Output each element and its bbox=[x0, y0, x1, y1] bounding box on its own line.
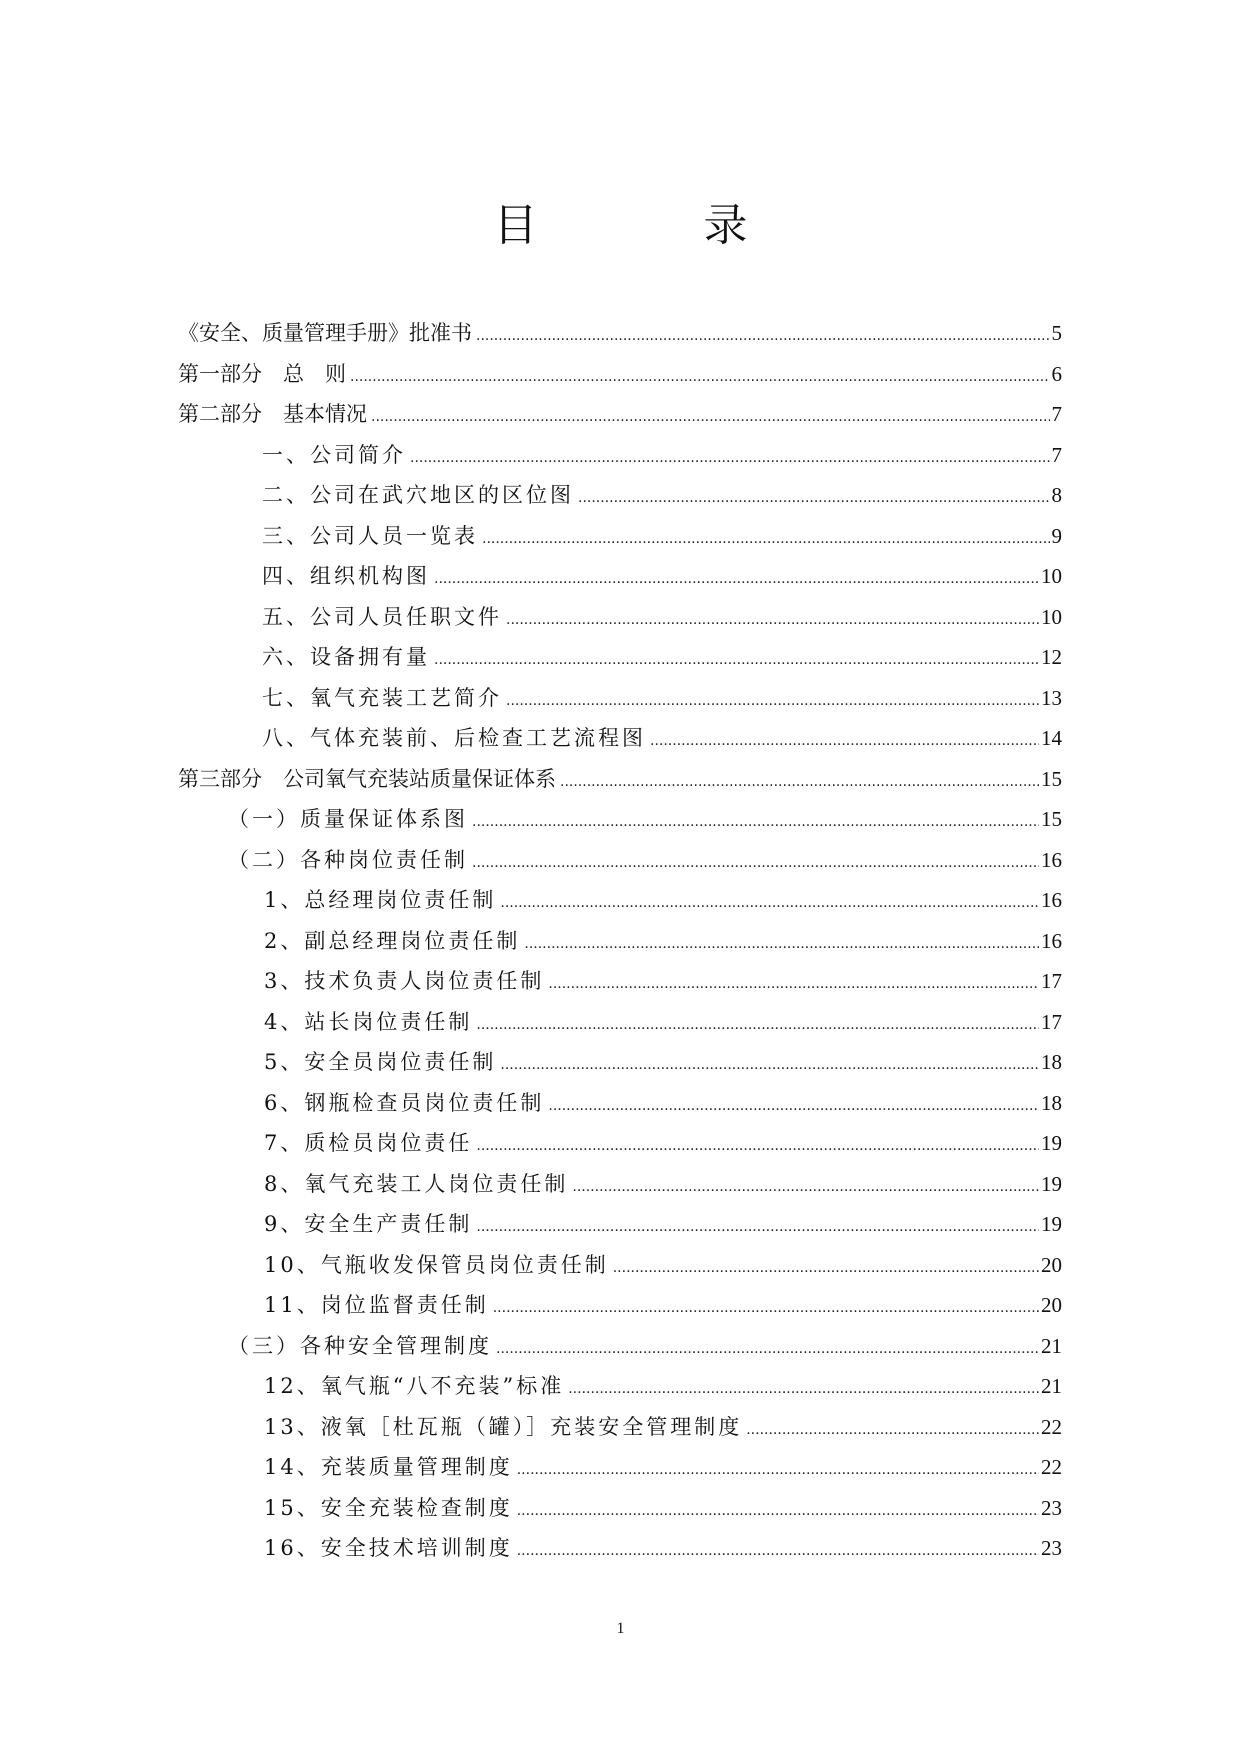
toc-entry[interactable] bbox=[178, 394, 1062, 435]
toc-entry-title: 一、公司简介 bbox=[262, 442, 406, 467]
dot-leader bbox=[548, 964, 1039, 1005]
toc-entry[interactable] bbox=[178, 1083, 1062, 1124]
toc-entry-title: 第一部分 总 则 bbox=[178, 361, 346, 386]
toc-entry-page: 19 bbox=[1041, 1171, 1062, 1196]
toc-entry-page: 16 bbox=[1041, 888, 1062, 912]
toc-entry[interactable] bbox=[178, 354, 1062, 395]
toc-entry-title: 7、质检员岗位责任 bbox=[264, 1131, 473, 1155]
toc-entry-title: 六、设备拥有量 bbox=[262, 645, 430, 669]
toc-entry-page: 19 bbox=[1041, 1131, 1062, 1155]
toc-entry-page: 6 bbox=[1051, 361, 1062, 386]
dot-leader bbox=[476, 1005, 1039, 1046]
toc-entry[interactable] bbox=[178, 678, 1062, 719]
dot-leader bbox=[650, 721, 1039, 762]
toc-entry-page: 19 bbox=[1041, 1212, 1062, 1236]
toc-entry-page: 12 bbox=[1041, 645, 1062, 669]
toc-entry[interactable] bbox=[178, 759, 1062, 800]
dot-leader bbox=[500, 883, 1039, 924]
toc-entry-page: 9 bbox=[1051, 523, 1062, 548]
toc-entry[interactable] bbox=[178, 1407, 1062, 1448]
dot-leader bbox=[506, 600, 1039, 641]
dot-leader bbox=[506, 681, 1039, 722]
toc-entry-page: 20 bbox=[1041, 1293, 1062, 1317]
toc-entry[interactable] bbox=[178, 1204, 1062, 1245]
toc-entry-page: 14 bbox=[1041, 726, 1062, 750]
dot-leader bbox=[350, 357, 1050, 398]
toc-entry[interactable] bbox=[178, 313, 1062, 354]
toc-entry-page: 17 bbox=[1041, 1009, 1062, 1034]
toc-entry[interactable] bbox=[178, 1488, 1062, 1529]
dot-leader bbox=[434, 640, 1039, 681]
toc-entry[interactable] bbox=[178, 1164, 1062, 1205]
toc-entry-page: 23 bbox=[1041, 1536, 1062, 1560]
toc-entry[interactable] bbox=[178, 880, 1062, 921]
toc-entry[interactable] bbox=[178, 1366, 1062, 1407]
toc-entry[interactable] bbox=[178, 1042, 1062, 1083]
dot-leader bbox=[476, 316, 1050, 357]
toc-entry-title: 8、氧气充装工人岗位责任制 bbox=[264, 1171, 569, 1196]
toc-entry[interactable] bbox=[178, 961, 1062, 1002]
toc-entry-title: 第三部分 公司氧气充装站质量保证体系 bbox=[178, 766, 556, 791]
toc-entry-page: 15 bbox=[1041, 807, 1062, 831]
dot-leader bbox=[476, 1207, 1039, 1248]
toc-entry[interactable] bbox=[178, 597, 1062, 638]
toc-entry[interactable] bbox=[178, 1326, 1062, 1367]
toc-entry[interactable] bbox=[178, 1528, 1062, 1569]
toc-entry[interactable] bbox=[178, 1002, 1062, 1043]
page-number: 1 bbox=[616, 1620, 625, 1637]
toc-entry[interactable] bbox=[178, 840, 1062, 881]
toc-entry-page: 20 bbox=[1041, 1252, 1062, 1277]
toc-entry-title: 11、岗位监督责任制 bbox=[264, 1293, 489, 1317]
toc-entry-title: 3、技术负责人岗位责任制 bbox=[264, 969, 545, 993]
toc-entry[interactable] bbox=[178, 1245, 1062, 1286]
dot-leader bbox=[410, 438, 1050, 479]
toc-entry-page: 10 bbox=[1041, 604, 1062, 629]
toc-entry-page: 21 bbox=[1041, 1374, 1062, 1398]
toc-entry[interactable] bbox=[178, 1447, 1062, 1488]
toc-entry-title: 1、总经理岗位责任制 bbox=[264, 888, 497, 912]
toc-entry-page: 18 bbox=[1041, 1050, 1062, 1074]
toc-entry-title: （一）质量保证体系图 bbox=[228, 807, 468, 831]
dot-leader bbox=[572, 1167, 1039, 1208]
dot-leader bbox=[746, 1410, 1039, 1451]
toc-entry-title: 15、安全充装检查制度 bbox=[264, 1495, 513, 1520]
toc-entry-page: 16 bbox=[1041, 928, 1062, 953]
toc-entry-page: 16 bbox=[1041, 847, 1062, 872]
dot-leader bbox=[560, 762, 1039, 803]
toc-entry-title: 13、液氧［杜瓦瓶（罐）］充装安全管理制度 bbox=[264, 1414, 743, 1439]
toc-entry-page: 10 bbox=[1041, 564, 1062, 588]
dot-leader bbox=[496, 1329, 1039, 1370]
toc-entry-title: 5、安全员岗位责任制 bbox=[264, 1050, 497, 1074]
dot-leader bbox=[517, 1491, 1039, 1532]
toc-entry[interactable] bbox=[178, 556, 1062, 597]
toc-entry-title: 五、公司人员任职文件 bbox=[262, 604, 502, 629]
dot-leader bbox=[548, 1086, 1039, 1127]
toc-entry[interactable] bbox=[178, 799, 1062, 840]
toc-entry-title: 四、组织机构图 bbox=[262, 564, 430, 588]
dot-leader bbox=[500, 1045, 1039, 1086]
dot-leader bbox=[613, 1248, 1039, 1289]
toc-entry-title: 第二部分 基本情况 bbox=[178, 402, 367, 426]
toc-entry-title: 《安全、质量管理手册》批准书 bbox=[178, 321, 472, 345]
dot-leader bbox=[524, 924, 1039, 965]
dot-leader bbox=[517, 1450, 1039, 1491]
toc-entry-title: 9、安全生产责任制 bbox=[264, 1212, 473, 1236]
dot-leader bbox=[434, 559, 1039, 600]
toc-entry-page: 8 bbox=[1051, 483, 1062, 507]
toc-entry-title: （三）各种安全管理制度 bbox=[228, 1333, 492, 1358]
toc-entry-title: 4、站长岗位责任制 bbox=[264, 1009, 473, 1034]
toc-entry-title: 12、氧气瓶“八不充装”标准 bbox=[264, 1374, 565, 1398]
toc-entry-page: 17 bbox=[1041, 969, 1062, 993]
toc-entry-title: 七、氧气充装工艺简介 bbox=[262, 685, 502, 710]
toc-entry-page: 22 bbox=[1041, 1414, 1062, 1439]
toc-entry[interactable] bbox=[178, 718, 1062, 759]
dot-leader bbox=[472, 843, 1039, 884]
toc-entry[interactable] bbox=[178, 475, 1062, 516]
toc-entry-title: 三、公司人员一览表 bbox=[262, 523, 478, 548]
toc-entry-page: 15 bbox=[1041, 766, 1062, 791]
toc-entry-title: 16、安全技术培训制度 bbox=[264, 1536, 513, 1560]
toc-entry[interactable] bbox=[178, 516, 1062, 557]
toc-entry-title: （二）各种岗位责任制 bbox=[228, 847, 468, 872]
dot-leader bbox=[517, 1531, 1039, 1572]
toc-entry[interactable] bbox=[178, 637, 1062, 678]
dot-leader bbox=[493, 1288, 1039, 1329]
dot-leader bbox=[476, 1126, 1039, 1167]
toc-entry[interactable] bbox=[178, 435, 1062, 476]
toc-entry-page: 22 bbox=[1041, 1455, 1062, 1479]
dot-leader bbox=[472, 802, 1039, 843]
dot-leader bbox=[482, 519, 1050, 560]
toc-entry-title: 14、充装质量管理制度 bbox=[264, 1455, 513, 1479]
toc-entry-title: 10、气瓶收发保管员岗位责任制 bbox=[264, 1252, 609, 1277]
dot-leader bbox=[578, 478, 1050, 519]
page-title: 目 录 bbox=[493, 200, 824, 251]
toc-entry-page: 23 bbox=[1041, 1495, 1062, 1520]
toc-entry-page: 13 bbox=[1041, 685, 1062, 710]
toc-entry-title: 2、副总经理岗位责任制 bbox=[264, 928, 521, 953]
toc-entry[interactable] bbox=[178, 1123, 1062, 1164]
toc-entry-page: 7 bbox=[1051, 402, 1062, 426]
dot-leader bbox=[568, 1369, 1039, 1410]
toc-entry-page: 18 bbox=[1041, 1090, 1062, 1115]
toc-entry-page: 7 bbox=[1051, 442, 1062, 467]
toc-entry-page: 5 bbox=[1051, 321, 1062, 345]
toc-entry-title: 八、气体充装前、后检查工艺流程图 bbox=[262, 726, 646, 750]
dot-leader bbox=[371, 397, 1050, 438]
table-of-contents bbox=[178, 313, 1062, 1569]
toc-entry-title: 6、钢瓶检查员岗位责任制 bbox=[264, 1090, 545, 1115]
toc-entry-title: 二、公司在武穴地区的区位图 bbox=[262, 483, 574, 507]
toc-entry[interactable] bbox=[178, 921, 1062, 962]
toc-entry[interactable] bbox=[178, 1285, 1062, 1326]
toc-entry-page: 21 bbox=[1041, 1333, 1062, 1358]
